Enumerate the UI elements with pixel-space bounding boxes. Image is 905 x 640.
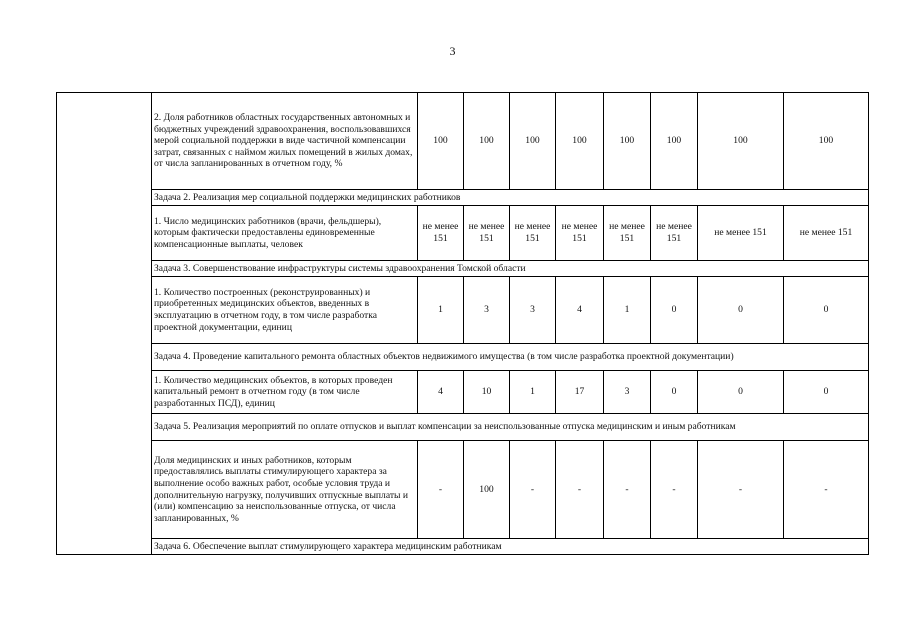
value-cell: 10 — [464, 371, 510, 414]
value-cell: не менее 151 — [604, 206, 651, 261]
value-cell: 1 — [510, 371, 556, 414]
task-row — [57, 261, 869, 277]
value-cell: 100 — [464, 93, 510, 190]
task-label: Задача 6. Обеспечение выплат стимулирующего характера медицинским работникам — [152, 539, 869, 555]
table-row — [57, 277, 869, 344]
value-cell: не менее 151 — [698, 206, 784, 261]
task-label: Задача 5. Реализация мероприятий по оплате отпусков и выплат компенсации за неиспользованные отпуска медицинским и иным работникам — [152, 414, 869, 441]
indicator-label: Доля медицинских и иных работников, которым предоставлялись выплаты стимулирующего характера за выполнение особо важных работ, особые условия труда и дополнительную нагрузку, получивших отпускные выплаты и (или) компенсацию за неиспользованные отпуска, от числа запланированных, % — [152, 441, 418, 539]
value-cell: 4 — [418, 371, 464, 414]
task-row — [57, 539, 869, 555]
value-cell: 1 — [418, 277, 464, 344]
task-row — [57, 190, 869, 206]
value-cell: не менее 151 — [651, 206, 698, 261]
value-cell: 100 — [464, 441, 510, 539]
value-cell: 0 — [784, 277, 869, 344]
table-row — [57, 206, 869, 261]
value-cell: не менее 151 — [556, 206, 604, 261]
value-cell: - — [698, 441, 784, 539]
indicator-label: 1. Количество построенных (реконструированных) и приобретенных медицинских объектов, введенных в эксплуатацию в отчетном году, в том числе разработка проектной документации, единиц — [152, 277, 418, 344]
value-cell: не менее 151 — [464, 206, 510, 261]
value-cell: - — [556, 441, 604, 539]
task-label: Задача 2. Реализация мер социальной поддержки медицинских работников — [152, 190, 869, 206]
value-cell: - — [784, 441, 869, 539]
table-row — [57, 371, 869, 414]
value-cell: 0 — [651, 277, 698, 344]
indicators-table — [56, 92, 869, 555]
task-row — [57, 344, 869, 371]
value-cell: 3 — [604, 371, 651, 414]
value-cell: 3 — [464, 277, 510, 344]
indicator-label: 2. Доля работников областных государственных автономных и бюджетных учреждений здравоохранения, воспользовавшихся мерой социальной поддержки в виде частичной компенсации затрат, связанных с наймом жилых помещений в жилых домах, от числа запланированных в отчетном году, % — [152, 93, 418, 190]
value-cell: - — [510, 441, 556, 539]
value-cell: 100 — [604, 93, 651, 190]
value-cell: 4 — [556, 277, 604, 344]
task-row — [57, 414, 869, 441]
table-row — [57, 93, 869, 190]
value-cell: 100 — [510, 93, 556, 190]
value-cell: - — [651, 441, 698, 539]
indicator-label: 1. Число медицинских работников (врачи, фельдшеры), которым фактически предоставлены единовременные компенсационные выплаты, человек — [152, 206, 418, 261]
indicator-label: 1. Количество медицинских объектов, в которых проведен капитальный ремонт в отчетном году (в том числе разработанных ПСД), единиц — [152, 371, 418, 414]
value-cell: 100 — [698, 93, 784, 190]
empty-left-column — [57, 93, 152, 555]
value-cell: не менее 151 — [418, 206, 464, 261]
value-cell: не менее 151 — [784, 206, 869, 261]
value-cell: 0 — [698, 371, 784, 414]
value-cell: 0 — [784, 371, 869, 414]
value-cell: 3 — [510, 277, 556, 344]
task-label: Задача 4. Проведение капитального ремонта областных объектов недвижимого имущества (в том числе разработка проектной документации) — [152, 344, 869, 371]
value-cell: 100 — [651, 93, 698, 190]
value-cell: 0 — [698, 277, 784, 344]
value-cell: 0 — [651, 371, 698, 414]
value-cell: 1 — [604, 277, 651, 344]
value-cell: 100 — [418, 93, 464, 190]
value-cell: 100 — [556, 93, 604, 190]
table-row — [57, 441, 869, 539]
value-cell: не менее 151 — [510, 206, 556, 261]
task-label: Задача 3. Совершенствование инфраструктуры системы здравоохранения Томской области — [152, 261, 869, 277]
page-number: 3 — [449, 44, 456, 58]
value-cell: - — [418, 441, 464, 539]
value-cell: - — [604, 441, 651, 539]
value-cell: 100 — [784, 93, 869, 190]
value-cell: 17 — [556, 371, 604, 414]
